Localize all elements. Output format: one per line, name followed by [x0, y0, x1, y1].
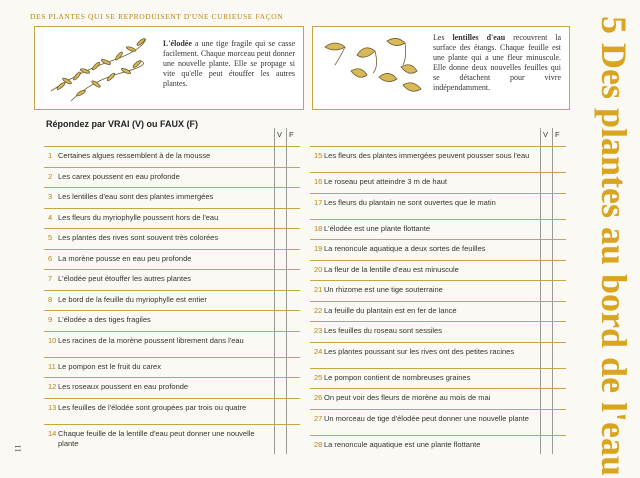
question-number: 28	[314, 439, 323, 449]
answer-f-cell[interactable]	[287, 250, 298, 271]
answer-v-cell[interactable]	[275, 378, 286, 399]
question-number: 5	[48, 233, 53, 242]
answer-f-cell[interactable]	[287, 378, 298, 399]
question-number: 20	[314, 264, 323, 274]
answer-v-cell[interactable]	[275, 209, 286, 230]
question-number: 26	[314, 393, 323, 402]
question-number: 12	[48, 382, 57, 391]
column-v-header: V	[543, 130, 549, 139]
answer-f-cell[interactable]	[287, 358, 298, 379]
question-text: Chaque feuille de la lentille d'eau peut donner une nouvelle plante	[58, 428, 255, 448]
quiz-row	[44, 146, 300, 168]
quiz-row	[44, 398, 300, 425]
answer-f-cell[interactable]	[553, 240, 564, 261]
question-text: On peut voir des fleurs de morène au mois de mai	[324, 393, 491, 402]
question-text: La renoncule aquatique est une plante flottante	[324, 439, 481, 449]
question-number: 17	[314, 197, 323, 207]
question-text: Les feuilles du roseau sont sessiles	[324, 326, 442, 335]
answer-v-cell[interactable]	[275, 332, 286, 358]
question-number: 24	[314, 346, 323, 356]
quiz-row	[44, 167, 300, 189]
quiz-row	[44, 310, 300, 332]
question-number: 8	[48, 294, 53, 304]
quiz-row	[310, 321, 566, 343]
question-text: Le bord de la feuille du myriophylle est entier	[58, 294, 207, 304]
answer-f-cell[interactable]	[553, 194, 564, 220]
question-text: Un rhizome est une tige souterraine	[324, 285, 443, 294]
answer-f-cell[interactable]	[287, 291, 298, 312]
answer-f-cell[interactable]	[287, 147, 298, 168]
duckweed-illustration	[317, 33, 425, 105]
question-number: 22	[314, 305, 323, 315]
section-header: DES PLANTES QUI SE REPRODUISENT D'UNE CURIEUSE FAÇON	[30, 12, 284, 21]
quiz-row	[44, 249, 300, 271]
quiz-row	[44, 357, 300, 379]
chapter-title: 5 Des plantes au bord de l'eau	[594, 16, 634, 477]
answer-f-cell[interactable]	[287, 188, 298, 209]
quiz-row	[310, 239, 566, 261]
elodee-description: L'élodée a une tige fragile qui se casse facilement. Chaque morceau peut donner une nouvelle plante. Elle se propage si vite qu'elle peut étouffer les autres plantes.	[163, 39, 295, 88]
question-text: Les carex poussent en eau profonde	[58, 171, 180, 181]
answer-v-cell[interactable]	[275, 229, 286, 250]
column-f-header: F	[555, 130, 560, 139]
quiz-row	[310, 280, 566, 302]
answer-f-cell[interactable]	[553, 220, 564, 241]
question-text: L'élodée est une plante flottante	[324, 223, 431, 233]
quiz-row	[44, 228, 300, 250]
answer-v-cell[interactable]	[275, 270, 286, 291]
elodea-illustration	[41, 31, 151, 105]
question-number: 2	[48, 171, 53, 181]
answer-v-cell[interactable]	[275, 358, 286, 379]
question-number: 19	[314, 244, 323, 253]
answer-v-cell[interactable]	[275, 188, 286, 209]
answer-v-cell[interactable]	[541, 410, 552, 436]
question-number: 14	[48, 428, 57, 438]
question-number: 21	[314, 285, 323, 294]
answer-f-cell[interactable]	[553, 410, 564, 436]
quiz-row	[310, 342, 566, 369]
side-title	[590, 16, 638, 477]
question-text: Certaines algues ressemblent à de la mousse	[58, 151, 211, 160]
answer-v-cell[interactable]	[275, 250, 286, 271]
question-text: Les plantes poussant sur les rives ont des petites racines	[324, 346, 515, 356]
answer-v-cell[interactable]	[275, 425, 286, 451]
question-number: 7	[48, 274, 53, 283]
answer-v-cell[interactable]	[541, 369, 552, 390]
answer-f-cell[interactable]	[287, 425, 298, 451]
question-number: 18	[314, 223, 323, 233]
answer-v-cell[interactable]	[275, 311, 286, 332]
question-number: 16	[314, 177, 323, 186]
question-number: 11	[48, 361, 56, 371]
answer-v-cell[interactable]	[541, 389, 552, 410]
quiz-row	[310, 368, 566, 390]
quiz-row	[44, 377, 300, 399]
question-text: Le roseau peut atteindre 3 m de haut	[324, 177, 448, 186]
question-text: Les fleurs du plantain ne sont ouvertes que le matin	[324, 197, 496, 207]
answer-v-cell[interactable]	[541, 343, 552, 369]
answer-v-cell[interactable]	[275, 399, 286, 425]
answer-v-cell[interactable]	[541, 436, 552, 457]
question-text: L'élodée peut étouffer les autres plantes	[58, 274, 192, 283]
answer-f-cell[interactable]	[553, 261, 564, 282]
question-text: L'élodée a des tiges fragiles	[58, 315, 151, 324]
question-text: Un morceau de tige d'élodée peut donner une nouvelle plante	[324, 413, 529, 423]
answer-f-cell[interactable]	[553, 436, 564, 457]
question-number: 3	[48, 192, 53, 201]
answer-v-cell[interactable]	[275, 168, 286, 189]
question-text: Les lentilles d'eau sont des plantes immergées	[58, 192, 214, 201]
column-f-header: F	[289, 130, 294, 139]
quiz-row	[44, 290, 300, 312]
info-box-elodee	[34, 26, 304, 110]
quiz-row	[44, 331, 300, 358]
answer-f-cell[interactable]	[553, 369, 564, 390]
question-number: 27	[314, 413, 323, 423]
question-number: 23	[314, 326, 323, 335]
question-number: 1	[48, 151, 53, 160]
quiz-row	[310, 219, 566, 241]
instruction-heading: Répondez par VRAI (V) ou FAUX (F)	[46, 119, 198, 129]
column-v-header: V	[277, 130, 283, 139]
question-text: La feuille du plantain est en fer de lance	[324, 305, 457, 315]
quiz-row	[310, 301, 566, 323]
answer-v-cell[interactable]	[541, 173, 552, 194]
question-text: Les fleurs des plantes immergées peuvent pousser sous l'eau	[324, 151, 530, 160]
answer-v-cell[interactable]	[541, 147, 552, 173]
question-text: Le pompon est le fruit du carex	[58, 361, 161, 371]
quiz-row	[310, 193, 566, 220]
answer-v-cell[interactable]	[541, 220, 552, 241]
answer-f-cell[interactable]	[553, 343, 564, 369]
answer-f-cell[interactable]	[553, 389, 564, 410]
answer-v-cell[interactable]	[541, 194, 552, 220]
answer-v-cell[interactable]	[275, 147, 286, 168]
info-box-lentilles	[312, 26, 570, 110]
quiz-table-left	[44, 128, 300, 458]
answer-f-cell[interactable]	[553, 173, 564, 194]
answer-v-cell[interactable]	[541, 240, 552, 261]
answer-f-cell[interactable]	[287, 229, 298, 250]
answer-f-cell[interactable]	[553, 147, 564, 173]
quiz-row	[44, 208, 300, 230]
question-number: 25	[314, 372, 323, 382]
question-text: La morène pousse en eau peu profonde	[58, 253, 192, 263]
question-text: Les plantes des rives sont souvent très colorées	[58, 233, 219, 242]
lentilles-description: Les lentilles d'eau recouvrent la surface des étangs. Chaque feuille est une plante qui a une fleur minuscule. Elle donne deux nouvelles feuilles qui se détachent pour vivre indépendamment.	[433, 33, 561, 92]
question-text: La renoncule aquatique a deux sortes de feuilles	[324, 244, 486, 253]
question-text: Les feuilles de l'élodée sont groupées par trois ou quatre	[58, 402, 247, 412]
quiz-row	[44, 187, 300, 209]
question-number: 13	[48, 402, 57, 412]
answer-f-cell[interactable]	[553, 322, 564, 343]
quiz-row	[310, 146, 566, 173]
question-number: 9	[48, 315, 53, 324]
quiz-row	[310, 435, 566, 457]
question-number: 15	[314, 151, 323, 160]
quiz-row	[44, 424, 300, 451]
quiz-table-right	[310, 128, 566, 458]
answer-v-cell[interactable]	[541, 302, 552, 323]
question-text: Les roseaux poussent en eau profonde	[58, 382, 189, 391]
answer-f-cell[interactable]	[287, 209, 298, 230]
question-text: Les fleurs du myriophylle poussent hors de l'eau	[58, 212, 219, 222]
quiz-row	[310, 409, 566, 436]
answer-f-cell[interactable]	[287, 311, 298, 332]
answer-v-cell[interactable]	[541, 261, 552, 282]
quiz-row	[44, 269, 300, 291]
quiz-row	[310, 388, 566, 410]
answer-v-cell[interactable]	[275, 291, 286, 312]
answer-f-cell[interactable]	[553, 302, 564, 323]
answer-f-cell[interactable]	[287, 168, 298, 189]
question-text: La fleur de la lentille d'eau est minuscule	[324, 264, 459, 274]
answer-f-cell[interactable]	[553, 281, 564, 302]
answer-v-cell[interactable]	[541, 322, 552, 343]
quiz-row	[310, 260, 566, 282]
quiz-row	[310, 172, 566, 194]
answer-f-cell[interactable]	[287, 270, 298, 291]
question-number: 10	[48, 335, 57, 345]
question-text: Le pompon contient de nombreuses graines	[324, 372, 471, 382]
answer-f-cell[interactable]	[287, 332, 298, 358]
page-number: 11	[13, 444, 23, 453]
question-number: 6	[48, 253, 53, 263]
question-text: Les racines de la morène poussent librement dans l'eau	[58, 335, 244, 345]
answer-f-cell[interactable]	[287, 399, 298, 425]
answer-v-cell[interactable]	[541, 281, 552, 302]
question-number: 4	[48, 212, 53, 222]
